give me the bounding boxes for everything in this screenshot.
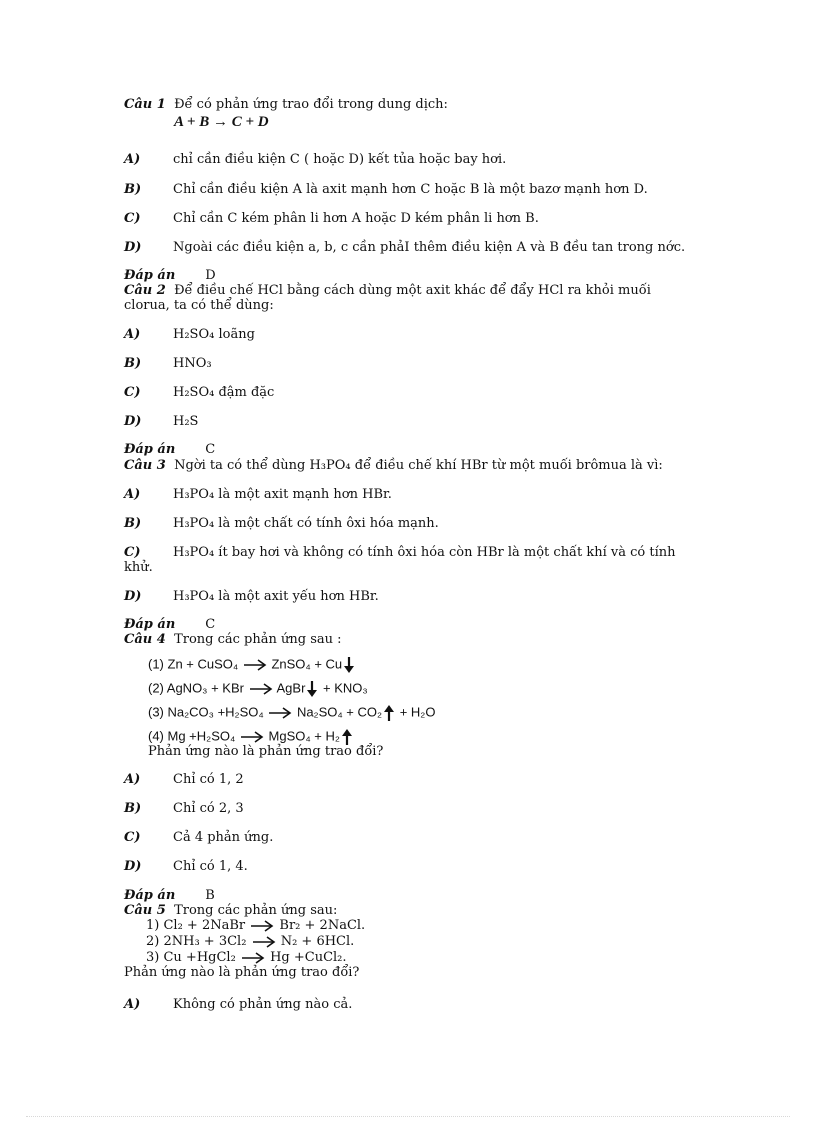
down-arrow-icon	[305, 680, 319, 698]
question-4-label: Câu 4	[124, 632, 166, 647]
question-1-stem: Để có phản ứng trao đổi trong dung dịch:	[174, 97, 448, 112]
question-1-equation: A + B → C + D	[174, 114, 269, 130]
q3-option-a-text: H₃PO₄ là một axit mạnh hơn HBr.	[173, 487, 392, 502]
q3-option-d-label: D)	[124, 589, 142, 604]
right-arrow-icon	[248, 683, 274, 695]
q2-option-d-text: H₂S	[173, 414, 199, 429]
q4-reaction-3	[148, 704, 435, 722]
q3-option-b-label: B)	[124, 516, 142, 531]
question-5-stem: Trong các phản ứng sau:	[174, 903, 338, 918]
q4-option-d-text: Chỉ có 1, 4.	[173, 859, 248, 874]
q4-reaction-1-right: ZnSO₄ + Cu	[271, 656, 343, 672]
q4-reaction-3-left: (3) Na₂CO₃ +H₂SO₄	[148, 704, 264, 720]
q4-answer-label: Đáp án	[124, 888, 176, 903]
q4-reaction-2-right: AgBr	[276, 680, 306, 696]
right-arrow-icon	[239, 731, 265, 743]
q4-answer	[124, 888, 215, 904]
question-3-stem: Ngời ta có thể dùng H₃PO₄ để điều chế khí HBr từ một muối brômua là vì:	[174, 458, 663, 473]
q1-option-c-label: C)	[124, 211, 141, 226]
q5-reaction-1	[146, 918, 365, 934]
q4-question: Phản ứng nào là phản ứng trao đổi?	[148, 744, 384, 759]
q3-option-c-label: C)	[124, 545, 141, 560]
up-arrow-icon	[382, 704, 396, 722]
q4-reaction-4-right: MgSO₄ + H₂	[268, 728, 340, 744]
q4-reaction-1	[148, 656, 356, 674]
q2-option-d-label: D)	[124, 414, 142, 429]
question-1-header	[124, 97, 448, 113]
q5-question: Phản ứng nào là phản ứng trao đổi?	[124, 965, 360, 980]
q2-option-b-label: B)	[124, 356, 142, 371]
q4-reaction-2-tail: + KNO₃	[323, 680, 368, 696]
q3-option-b-text: H₃PO₄ là một chất có tính ôxi hóa mạnh.	[173, 516, 439, 531]
q4-answer-value: B	[205, 888, 215, 903]
right-arrow-icon	[240, 952, 266, 964]
q4-reaction-3-tail: + H₂O	[399, 704, 436, 720]
right-arrow-icon	[242, 659, 268, 671]
q2-option-b-text: HNO₃	[173, 356, 212, 371]
question-4-stem: Trong các phản ứng sau :	[174, 632, 342, 647]
right-arrow-icon	[267, 707, 293, 719]
question-3-label: Câu 3	[124, 458, 166, 473]
q5-reaction-2-left: 2) 2NH₃ + 3Cl₂	[146, 934, 247, 949]
q3-answer-label: Đáp án	[124, 617, 176, 632]
question-4-header	[124, 632, 342, 648]
q3-answer-value: C	[205, 617, 216, 632]
q4-option-a-label: A)	[124, 772, 141, 787]
q5-option-a-text: Không có phản ứng nào cả.	[173, 997, 353, 1012]
q1-option-a-label: A)	[124, 152, 141, 167]
q4-reaction-2-left: (2) AgNO₃ + KBr	[148, 680, 244, 696]
question-1-label: Câu 1	[124, 97, 166, 112]
q4-option-b-label: B)	[124, 801, 142, 816]
q2-answer-value: C	[205, 442, 216, 457]
q5-reaction-3	[146, 950, 347, 966]
question-2-stem-line1: Để điều chế HCl bằng cách dùng một axit khác để đẩy HCl ra khỏi muối	[174, 283, 651, 298]
q4-reaction-1-left: (1) Zn + CuSO₄	[148, 656, 239, 672]
q1-option-d-label: D)	[124, 240, 142, 255]
q5-reaction-1-right: Br₂ + 2NaCl.	[279, 918, 366, 933]
q3-option-c-text: H₃PO₄ ít bay hơi và không có tính ôxi hóa còn HBr là một chất khí và có tính	[173, 545, 676, 560]
down-arrow-icon	[342, 656, 356, 674]
question-5-header	[124, 903, 337, 919]
q3-option-c-text-cont: khử.	[124, 560, 153, 575]
q1-option-b-label: B)	[124, 182, 142, 197]
q4-reaction-2	[148, 680, 368, 698]
page-bottom-divider	[26, 1116, 790, 1117]
question-2-header	[124, 283, 651, 299]
q5-reaction-1-left: 1) Cl₂ + 2NaBr	[146, 918, 246, 933]
q5-reaction-3-left: 3) Cu +HgCl₂	[146, 950, 236, 965]
question-5-label: Câu 5	[124, 903, 166, 918]
question-2-label: Câu 2	[124, 283, 166, 298]
question-2-stem-line2: clorua, ta có thể dùng:	[124, 298, 274, 313]
question-3-header	[124, 458, 663, 474]
q2-option-a-text: H₂SO₄ loãng	[173, 327, 255, 342]
q4-reaction-4-left: (4) Mg +H₂SO₄	[148, 728, 236, 744]
q5-reaction-2-right: N₂ + 6HCl.	[280, 934, 355, 949]
q4-option-d-label: D)	[124, 859, 142, 874]
q2-answer-label: Đáp án	[124, 442, 176, 457]
q1-answer	[124, 268, 216, 284]
q4-option-a-text: Chỉ có 1, 2	[173, 772, 244, 787]
q4-option-c-label: C)	[124, 830, 141, 845]
q1-option-c-text: Chỉ cần C kém phân li hơn A hoặc D kém phân li hơn B.	[173, 211, 539, 226]
q2-answer	[124, 442, 215, 458]
q4-reaction-3-right: Na₂SO₄ + CO₂	[296, 704, 383, 720]
right-arrow-icon	[251, 936, 277, 948]
q1-answer-value: D	[205, 268, 216, 283]
q2-option-c-label: C)	[124, 385, 141, 400]
q5-option-a-label: A)	[124, 997, 141, 1012]
q4-option-c-text: Cả 4 phản ứng.	[173, 830, 274, 845]
q3-option-a-label: A)	[124, 487, 141, 502]
q1-answer-label: Đáp án	[124, 268, 176, 283]
q2-option-c-text: H₂SO₄ đậm đặc	[173, 385, 275, 400]
q1-option-b-text: Chỉ cần điều kiện A là axit mạnh hơn C hoặc B là một bazơ mạnh hơn D.	[173, 182, 648, 197]
q3-option-d-text: H₃PO₄ là một axit yếu hơn HBr.	[173, 589, 379, 604]
q1-option-a-text: chỉ cần điều kiện C ( hoặc D) kết tủa hoặc bay hơi.	[173, 152, 507, 167]
q4-option-b-text: Chỉ có 2, 3	[173, 801, 244, 816]
q3-answer	[124, 617, 215, 633]
q2-option-a-label: A)	[124, 327, 141, 342]
q5-reaction-3-right: Hg +CuCl₂.	[270, 950, 347, 965]
q5-reaction-2	[146, 934, 354, 950]
q1-option-d-text: Ngoài các điều kiện a, b, c cần phảI thêm điều kiện A và B đều tan trong nớc.	[173, 240, 686, 255]
right-arrow-icon	[249, 920, 275, 932]
